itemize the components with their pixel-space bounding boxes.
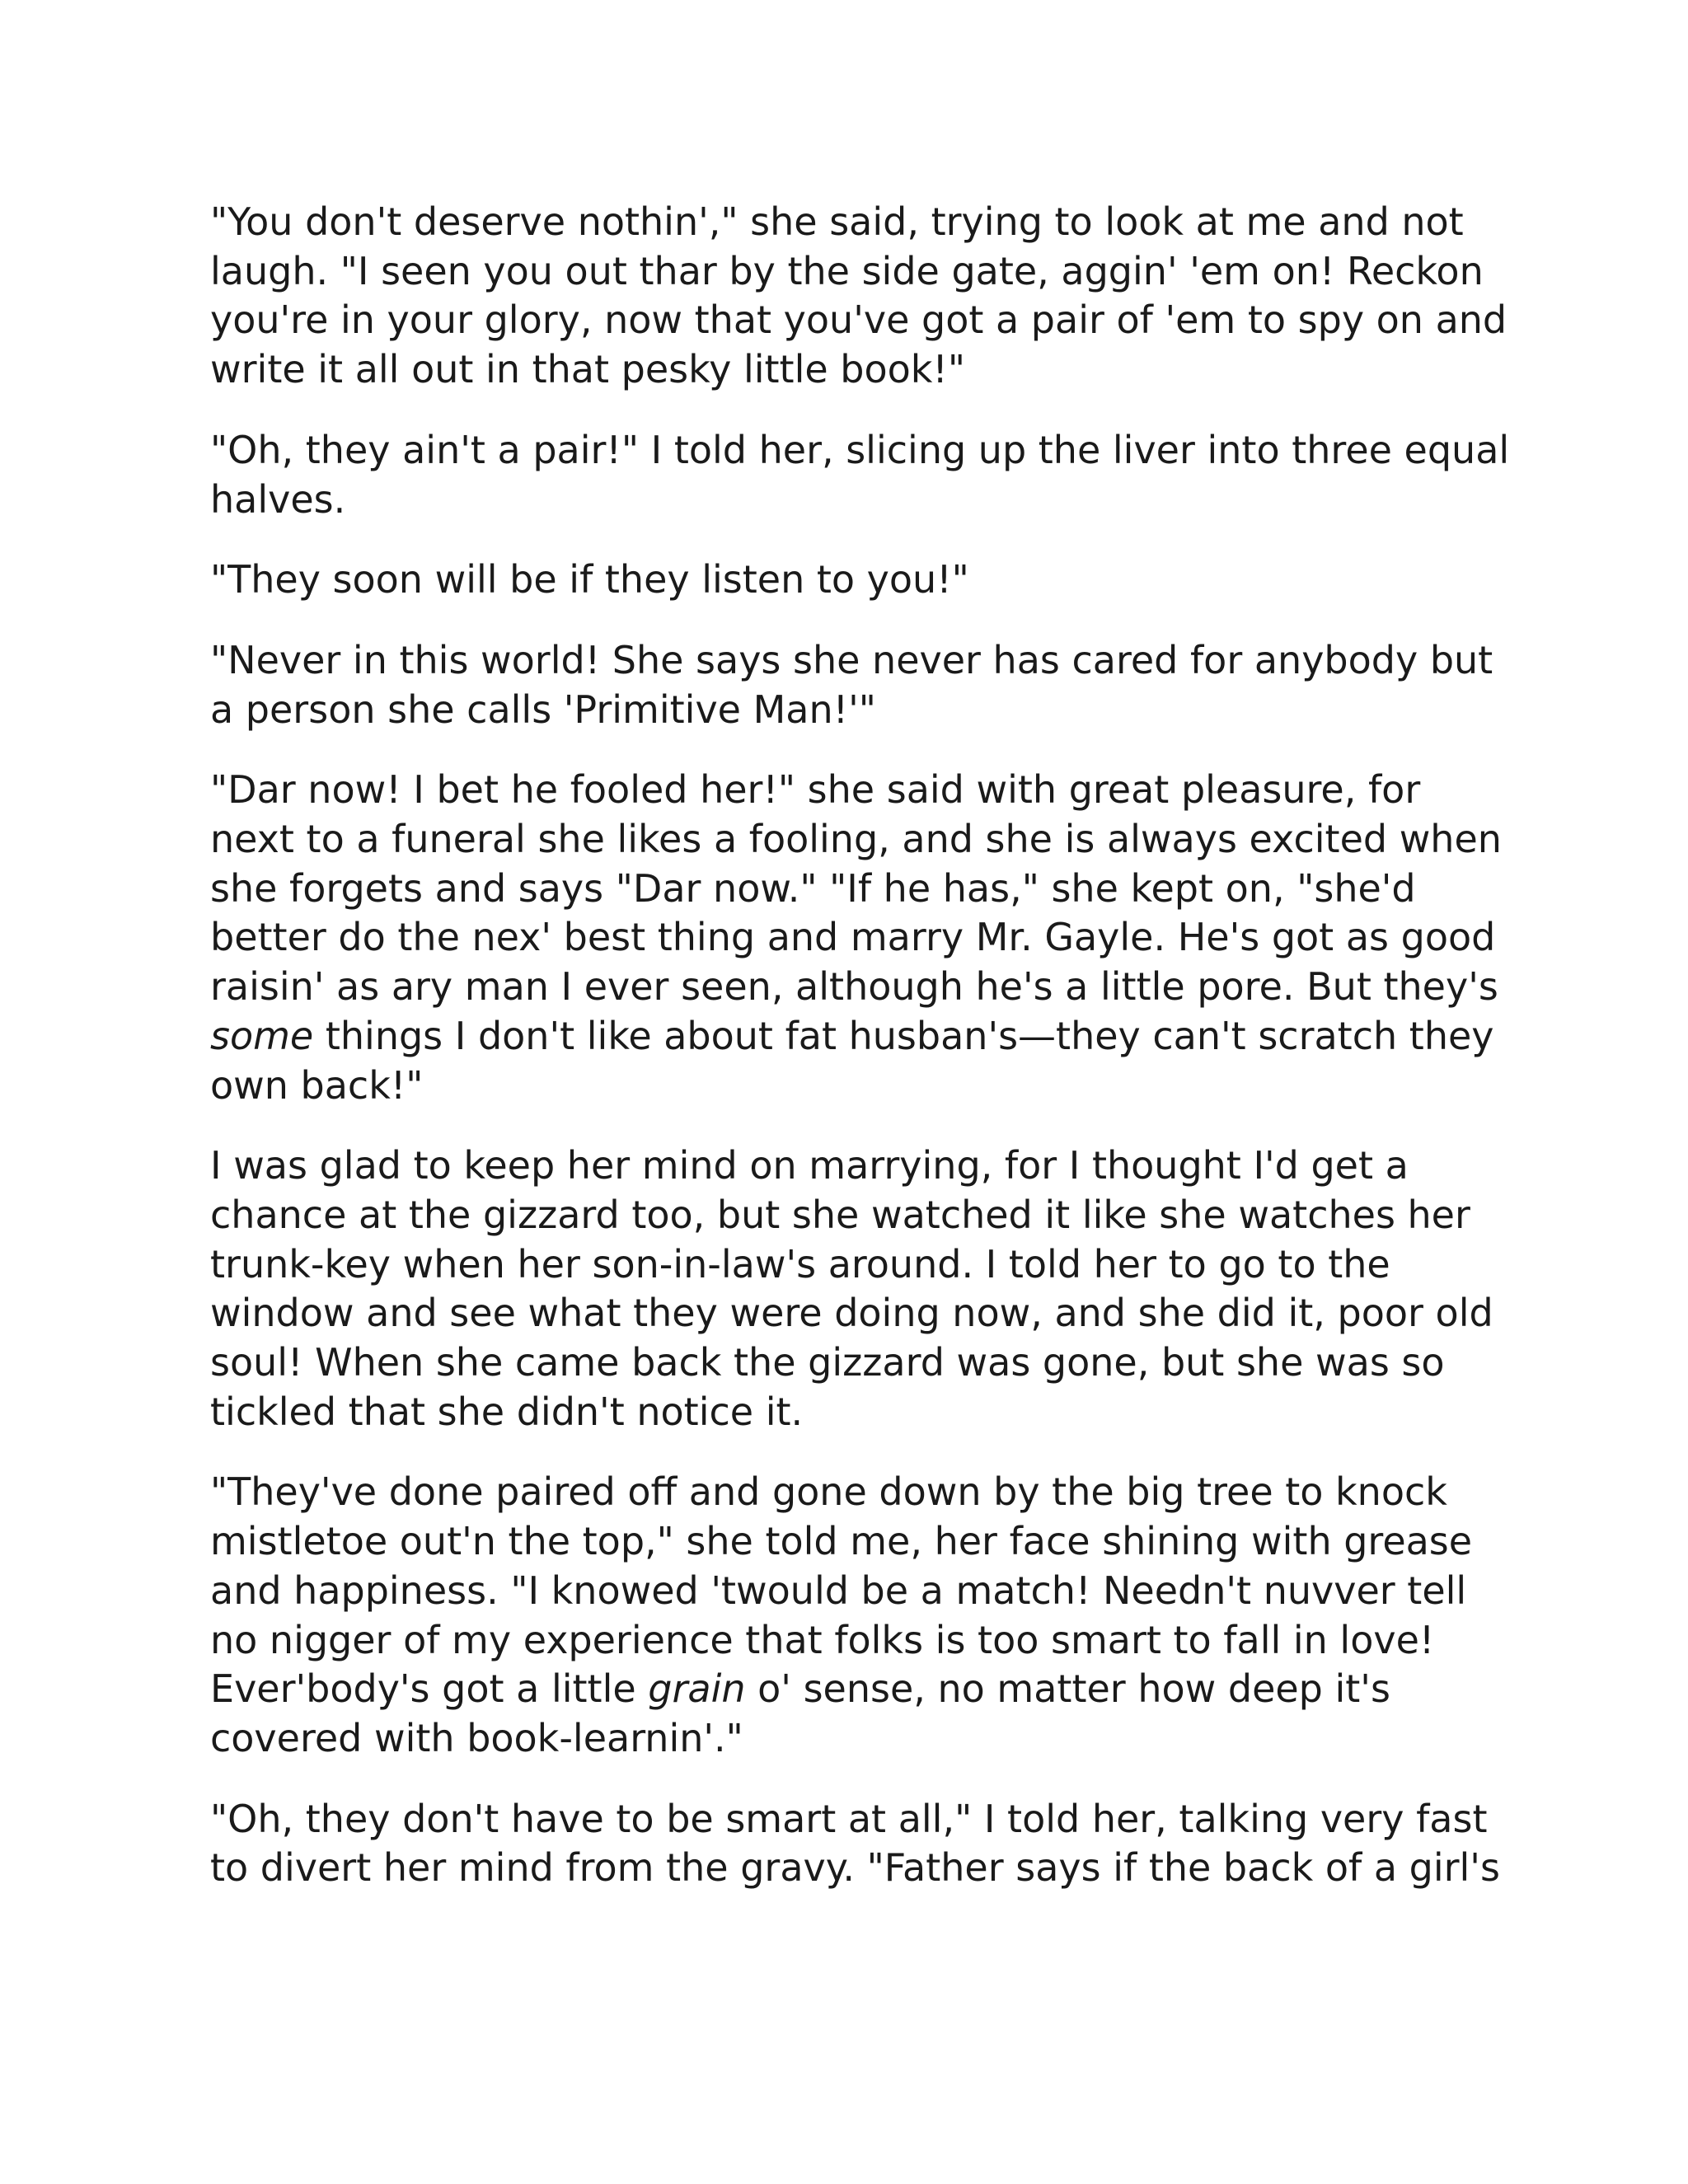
text-line — [210, 555, 1496, 605]
text-line — [210, 1795, 1496, 1844]
text-line — [210, 865, 1496, 914]
text-segment: better do the nex' best thing and marry Mr. Gayle. He's got as good — [210, 915, 1496, 960]
text-segment: trunk-key when her son-in-law's around. I told her to go to the — [210, 1241, 1390, 1286]
text-line — [210, 815, 1502, 865]
text-line — [210, 1468, 1496, 1517]
paragraph — [210, 555, 1496, 605]
text-line — [210, 1240, 1496, 1290]
text-segment: raisin' as ary man I ever seen, although he's a little pore. But they's — [210, 964, 1498, 1010]
text-line — [210, 426, 1510, 476]
italic-text: grain — [648, 1666, 746, 1712]
text-segment: "They soon will be if they listen to you!" — [210, 557, 969, 602]
text-line — [210, 1141, 1496, 1191]
text-line — [210, 1388, 1496, 1437]
text-line — [210, 247, 1496, 297]
text-segment: tickled that she didn't notice it. — [210, 1389, 804, 1434]
text-line — [210, 296, 1507, 345]
italic-text: some — [210, 1013, 314, 1058]
text-segment: to divert her mind from the gravy. "Father says if the back of a girl's — [210, 1845, 1500, 1891]
text-line — [210, 963, 1496, 1012]
text-line — [210, 1191, 1496, 1240]
paragraph — [210, 1468, 1496, 1763]
text-line — [210, 1289, 1496, 1338]
text-segment: things I don't like about fat husban's—they can't scratch they — [313, 1013, 1494, 1058]
text-segment: a person she calls 'Primitive Man!'" — [210, 687, 876, 732]
text-line — [210, 1567, 1496, 1616]
text-segment: "Oh, they ain't a pair!" I told her, slicing up the liver into three equal — [210, 427, 1510, 472]
text-segment: "You don't deserve nothin'," she said, trying to look at me and not — [210, 199, 1464, 244]
text-segment: she forgets and says "Dar now." "If he has," she kept on, "she'd — [210, 865, 1416, 911]
text-segment: covered with book-learnin'." — [210, 1715, 743, 1760]
text-line — [210, 1844, 1500, 1893]
text-line — [210, 1012, 1496, 1062]
text-segment: you're in your glory, now that you've got a pair of 'em to spy on and — [210, 298, 1507, 343]
text-segment: own back!" — [210, 1062, 424, 1108]
text-segment: halves. — [210, 476, 346, 522]
text-line — [210, 1517, 1496, 1567]
text-line — [210, 766, 1496, 815]
text-segment: "Dar now! I bet he fooled her!" she said with great pleasure, for — [210, 767, 1421, 813]
text-line — [210, 198, 1496, 247]
text-segment: o' sense, no matter how deep it's — [745, 1666, 1390, 1712]
text-segment: write it all out in that pesky little book!" — [210, 347, 966, 392]
text-line — [210, 686, 1496, 735]
text-segment: next to a funeral she likes a fooling, and she is always excited when — [210, 817, 1502, 862]
text-segment: I was glad to keep her mind on marrying, for I thought I'd get a — [210, 1143, 1409, 1188]
text-line — [210, 1338, 1496, 1388]
text-segment: no nigger of my experience that folks is too smart to fall in love! — [210, 1617, 1435, 1662]
text-line — [210, 476, 1496, 525]
text-line — [210, 1062, 1496, 1111]
text-line — [210, 913, 1496, 963]
text-line — [210, 1665, 1496, 1714]
text-segment: Ever'body's got a little — [210, 1666, 649, 1712]
text-segment: laugh. "I seen you out thar by the side gate, aggin' 'em on! Reckon — [210, 248, 1484, 293]
paragraph — [210, 426, 1510, 524]
text-line — [210, 636, 1496, 686]
text-segment: soul! When she came back the gizzard was gone, but she was so — [210, 1340, 1445, 1385]
text-line — [210, 345, 1496, 395]
text-line — [210, 1616, 1496, 1666]
paragraph — [210, 766, 1502, 1110]
text-line — [210, 1714, 1496, 1764]
text-segment: "Never in this world! She says she never has cared for anybody but — [210, 637, 1493, 682]
paragraph — [210, 1795, 1500, 1893]
text-segment: window and see what they were doing now, and she did it, poor old — [210, 1291, 1493, 1336]
text-segment: and happiness. "I knowed 'twould be a match! Needn't nuvver tell — [210, 1568, 1467, 1613]
paragraph — [210, 636, 1496, 734]
paragraph — [210, 1141, 1496, 1436]
body-text — [210, 198, 1510, 1893]
text-segment: "They've done paired off and gone down by the big tree to knock — [210, 1469, 1447, 1515]
paragraph — [210, 198, 1507, 395]
text-segment: mistletoe out'n the top," she told me, her face shining with grease — [210, 1519, 1473, 1564]
text-segment: chance at the gizzard too, but she watched it like she watches her — [210, 1192, 1470, 1237]
text-segment: "Oh, they don't have to be smart at all," I told her, talking very fast — [210, 1796, 1488, 1841]
